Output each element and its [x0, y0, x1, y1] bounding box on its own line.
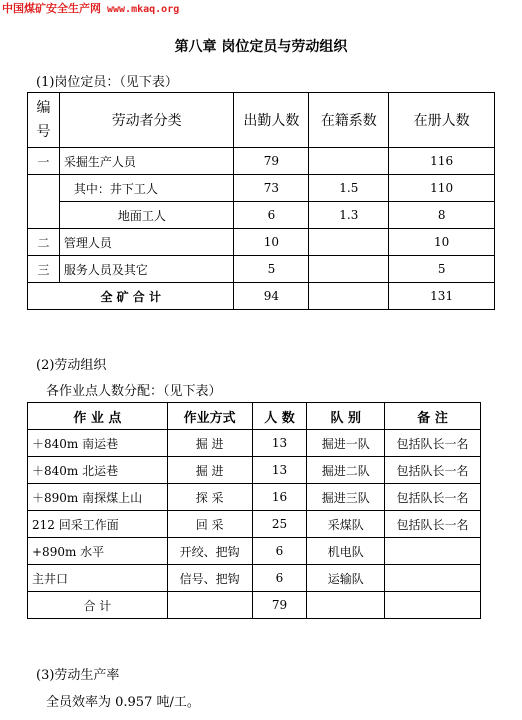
total-team-empty	[307, 592, 385, 619]
row-number: 二	[28, 229, 60, 256]
row-category: 地面工人	[59, 202, 234, 229]
row-note: 包括队长一名	[385, 511, 481, 538]
row-category: 服务人员及其它	[59, 256, 234, 283]
row-roster: 110	[389, 175, 495, 202]
header-coefficient: 在籍系数	[309, 93, 389, 148]
header-team: 队 别	[307, 403, 385, 430]
row-note	[385, 538, 481, 565]
row-count: 25	[252, 511, 307, 538]
header-site: 作 业 点	[28, 403, 168, 430]
row-team: 掘进三队	[307, 484, 385, 511]
row-coefficient	[309, 229, 389, 256]
row-team: 采煤队	[307, 511, 385, 538]
row-team: 机电队	[307, 538, 385, 565]
row-site: +890m 水平	[28, 538, 168, 565]
watermark-url: www.mkaq.org	[107, 4, 180, 15]
row-coefficient: 1.5	[309, 175, 389, 202]
row-number: 三	[28, 256, 60, 283]
total-row	[28, 283, 495, 310]
row-method: 掘 进	[167, 430, 252, 457]
assignment-header-row	[28, 403, 481, 430]
row-count: 16	[252, 484, 307, 511]
row-site: 212 回采工作面	[28, 511, 168, 538]
work-assignment-table	[27, 402, 481, 619]
row-category: 管理人员	[59, 229, 234, 256]
row-roster: 5	[389, 256, 495, 283]
row-coefficient	[309, 148, 389, 175]
productivity-text: 全员效率为 0.957 吨/工。	[46, 695, 200, 710]
row-note: 包括队长一名	[385, 430, 481, 457]
section1-heading: (1)岗位定员：（见下表）	[36, 75, 178, 90]
row-method: 开绞、把钩	[167, 538, 252, 565]
total-row	[28, 592, 481, 619]
row-attendance: 73	[234, 175, 309, 202]
table-row	[28, 484, 481, 511]
row-category: 其中：井下工人	[59, 175, 234, 202]
total-label: 全 矿 合 计	[28, 283, 234, 310]
row-number	[28, 175, 60, 229]
table-row	[28, 256, 495, 283]
header-roster: 在册人数	[389, 93, 495, 148]
table-row	[28, 457, 481, 484]
row-team: 掘进一队	[307, 430, 385, 457]
site-watermark	[2, 0, 179, 16]
header-note: 备 注	[385, 403, 481, 430]
row-coefficient	[309, 256, 389, 283]
row-team: 运输队	[307, 565, 385, 592]
row-count: 13	[252, 457, 307, 484]
table-row	[28, 202, 495, 229]
total-coefficient	[309, 283, 389, 310]
row-roster: 10	[389, 229, 495, 256]
row-site: ＋840m 南运巷	[28, 430, 168, 457]
table-row	[28, 538, 481, 565]
header-count: 人 数	[252, 403, 307, 430]
table-row	[28, 565, 481, 592]
total-method-empty	[167, 592, 252, 619]
row-category: 采掘生产人员	[59, 148, 234, 175]
row-count: 6	[252, 538, 307, 565]
section2-subheading: 各作业点人数分配：（见下表）	[46, 384, 222, 399]
section2-heading: (2)劳动组织	[36, 358, 107, 373]
total-count: 79	[252, 592, 307, 619]
header-method: 作业方式	[167, 403, 252, 430]
staffing-table	[27, 92, 495, 310]
chapter-title: 第八章 岗位定员与劳动组织	[174, 39, 348, 55]
row-count: 13	[252, 430, 307, 457]
watermark-site-name: 中国煤矿安全生产网	[2, 2, 101, 15]
staffing-header-row	[28, 93, 495, 148]
row-attendance: 6	[234, 202, 309, 229]
table-row	[28, 175, 495, 202]
row-method: 探 采	[167, 484, 252, 511]
row-site: ＋840m 北运巷	[28, 457, 168, 484]
row-attendance: 10	[234, 229, 309, 256]
header-attendance: 出勤人数	[234, 93, 309, 148]
row-attendance: 79	[234, 148, 309, 175]
row-number: 一	[28, 148, 60, 175]
row-method: 回 采	[167, 511, 252, 538]
row-method: 信号、把钩	[167, 565, 252, 592]
row-count: 6	[252, 565, 307, 592]
row-site: ＋890m 南探煤上山	[28, 484, 168, 511]
row-roster: 116	[389, 148, 495, 175]
table-row	[28, 148, 495, 175]
row-method: 掘 进	[167, 457, 252, 484]
row-note: 包括队长一名	[385, 484, 481, 511]
table-row	[28, 511, 481, 538]
row-note	[385, 565, 481, 592]
row-note: 包括队长一名	[385, 457, 481, 484]
header-number: 编 号	[28, 93, 60, 148]
row-coefficient: 1.3	[309, 202, 389, 229]
table-row	[28, 229, 495, 256]
total-roster: 131	[389, 283, 495, 310]
row-attendance: 5	[234, 256, 309, 283]
total-note-empty	[385, 592, 481, 619]
row-site: 主井口	[28, 565, 168, 592]
header-category: 劳动者分类	[59, 93, 234, 148]
row-roster: 8	[389, 202, 495, 229]
table-row	[28, 430, 481, 457]
total-attendance: 94	[234, 283, 309, 310]
section3-heading: (3)劳动生产率	[36, 668, 120, 683]
total-label: 合 计	[28, 592, 168, 619]
row-team: 掘进二队	[307, 457, 385, 484]
